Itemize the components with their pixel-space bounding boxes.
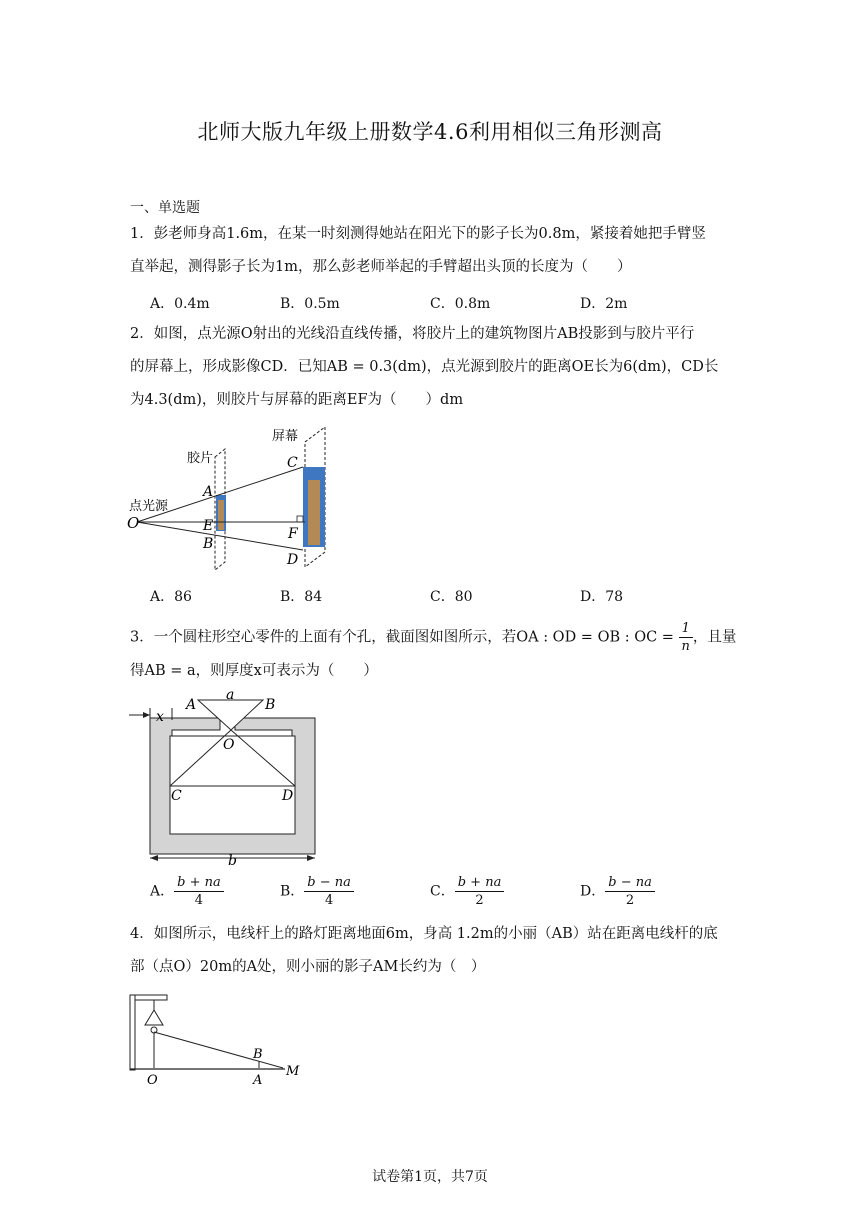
label-b: B <box>253 1047 263 1062</box>
q1-option-a: A．0.4m <box>150 296 210 312</box>
q1-option-c: C．0.8m <box>430 296 491 312</box>
pole <box>130 995 135 1070</box>
label-o: O <box>223 737 235 753</box>
q3-option-a-fraction <box>174 874 224 909</box>
question-4 <box>130 918 730 984</box>
q3-option-a <box>150 874 224 909</box>
q3-frac-num: 1 <box>679 620 693 638</box>
q3-option-c <box>430 874 504 909</box>
question-1 <box>130 218 730 284</box>
q4-line2: 部（点O）20m的A处，则小丽的影子AM长约为（ ） <box>130 959 486 975</box>
label-d: D <box>287 552 299 568</box>
q2-line1: 2．如图，点光源O射出的光线沿直线传播，将胶片上的建筑物图片AB投影到与胶片平行 <box>130 326 695 342</box>
label-o: O <box>127 514 140 532</box>
label-o: O <box>147 1073 158 1088</box>
label-screen: 屏幕 <box>272 429 299 444</box>
q1-line2: 直举起，测得影子长为1m，那么彭老师举起的手臂超出头顶的长度为（ ） <box>130 259 632 275</box>
b-left-arrow-icon <box>150 855 158 861</box>
label-c: C <box>287 455 298 471</box>
q3-option-d-den: 2 <box>625 893 635 908</box>
q3-option-d-label: D． <box>580 883 606 900</box>
q2-option-c: C．80 <box>430 589 473 605</box>
page-title: 北师大版九年级上册数学4.6利用相似三角形测高 <box>197 120 663 144</box>
label-b-length: b <box>228 853 237 868</box>
q2-line2: 的屏幕上，形成影像CD．已知AB = 0.3(dm)，点光源到胶片的距离OE长为6(dm)，CD长 <box>130 359 719 375</box>
q3-option-a-den: 4 <box>194 893 204 908</box>
q2-option-a: A．86 <box>150 589 192 605</box>
q3-option-b-fraction <box>304 874 354 909</box>
section-heading: 一、单选题 <box>130 200 200 216</box>
label-a-length: a <box>226 688 235 703</box>
q4-line1: 4．如图所示，电线杆上的路灯距离地面6m，身高 1.2m的小丽（AB）站在距离电线杆的底 <box>130 926 718 942</box>
q3-option-d <box>580 874 655 909</box>
film-pagoda-icon <box>218 500 224 530</box>
q3-option-b-label: B． <box>280 883 305 900</box>
q3-option-c-label: C． <box>430 883 455 900</box>
q3-frac-den: n <box>681 639 690 654</box>
cylinder-figure <box>125 688 325 868</box>
label-b: B <box>203 536 214 552</box>
q3-line1-text: 3．一个圆柱形空心零件的上面有个孔，截面图如图所示，若OA : OD = OB : OC = <box>130 629 679 646</box>
label-a: A <box>203 484 214 500</box>
q2-line3: 为4.3(dm)，则胶片与屏幕的距离EF为（ ）dm <box>130 392 464 408</box>
q3-option-b-num: b − na <box>304 874 354 892</box>
label-d: D <box>282 788 294 804</box>
q1-option-d: D．2m <box>580 296 628 312</box>
q3-ratio-fraction <box>679 620 693 655</box>
q3-option-c-fraction <box>455 874 505 909</box>
page-footer: 试卷第1页，共7页 <box>372 1169 488 1185</box>
q1-line1: 1．彭老师身高1.6m，在某一时刻测得她站在阳光下的影子长为0.8m，紧接着她把手臂竖 <box>130 226 706 242</box>
right-angle-mark <box>297 516 303 522</box>
pole-arm <box>135 995 167 1000</box>
q3-option-a-label: A． <box>150 883 175 900</box>
lamp-icon <box>145 1010 163 1025</box>
q2-option-b: B．84 <box>280 589 323 605</box>
b-right-arrow-icon <box>307 855 315 861</box>
q1-option-b: B．0.5m <box>280 296 340 312</box>
q3-option-c-den: 2 <box>475 893 484 908</box>
streetlight-figure <box>125 990 315 1090</box>
q3-option-b <box>280 874 354 909</box>
q3-option-c-num: b + na <box>455 874 505 892</box>
label-film: 胶片 <box>187 451 214 466</box>
question-2 <box>130 318 730 417</box>
q3-line1-end: ，且量 <box>692 629 737 646</box>
projection-figure <box>125 422 345 572</box>
label-x: x <box>156 709 164 725</box>
q2-option-d: D．78 <box>580 589 624 605</box>
q3-option-b-den: 4 <box>324 893 334 908</box>
q3-option-a-num: b + na <box>174 874 224 892</box>
label-c: C <box>171 788 182 804</box>
label-a: A <box>186 697 197 713</box>
label-f: F <box>288 526 298 542</box>
label-light-source: 点光源 <box>129 499 169 514</box>
q3-option-d-fraction <box>605 874 655 909</box>
label-a: A <box>253 1073 263 1088</box>
x-arrowhead-icon <box>143 712 150 718</box>
question-3 <box>130 620 740 688</box>
q3-option-d-num: b − na <box>605 874 655 892</box>
q3-line2: 得AB = a，则厚度x可表示为（ ） <box>130 663 378 679</box>
screen-pagoda-icon <box>308 480 320 545</box>
q3-line1 <box>130 620 740 655</box>
light-ray <box>154 1032 283 1068</box>
label-b: B <box>265 697 276 713</box>
label-e: E <box>203 518 214 534</box>
label-m: M <box>286 1064 300 1079</box>
